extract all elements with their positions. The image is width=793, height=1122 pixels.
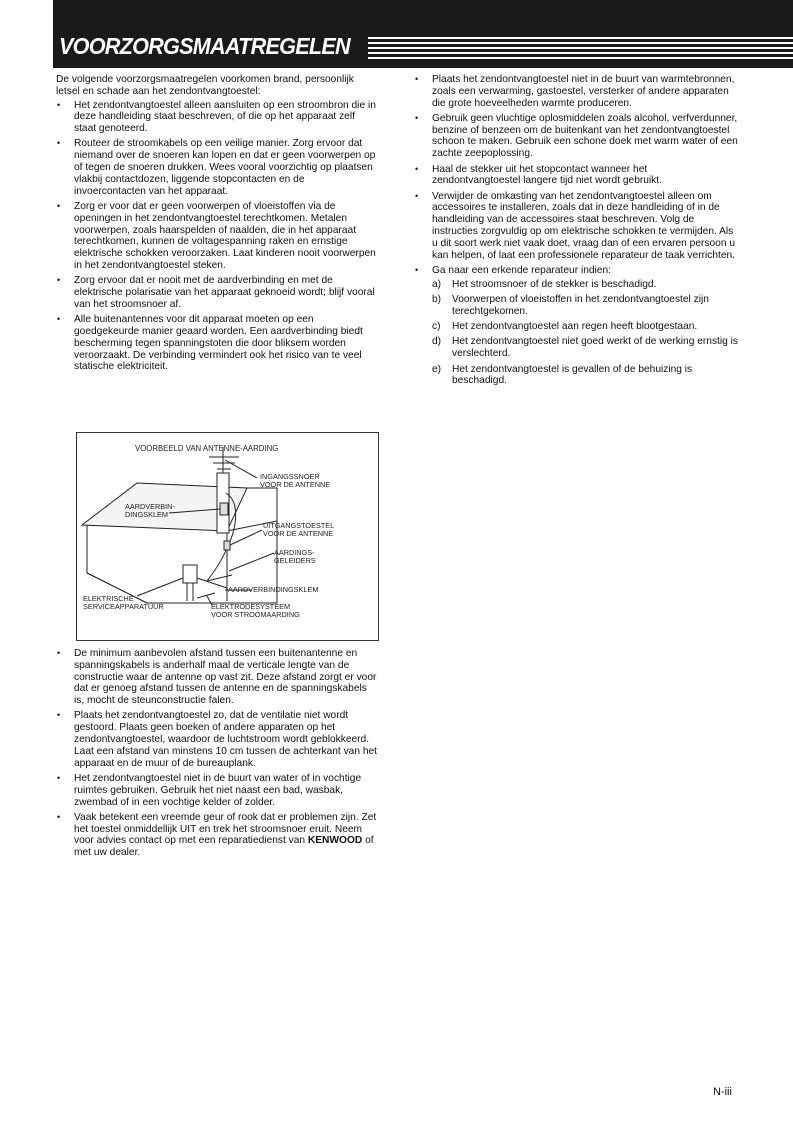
bullet-icon: • <box>57 314 61 325</box>
bullet-icon: • <box>57 138 61 149</box>
label-electric-service: ELEKTRISCHE SERVICEAPPARATUUR <box>83 594 164 612</box>
bullet-icon: • <box>415 74 419 84</box>
label-electrode-system: ELEKTRODESYSTEEM VOOR STROOMAARDING <box>211 602 300 620</box>
left-column-top <box>56 74 378 377</box>
antenna-grounding-diagram <box>76 432 379 641</box>
sub-list-item: d) Het zendontvangtoestel niet goed werkt of de werking ernstig is verslechterd. <box>432 336 738 360</box>
list-item: • Het zendontvangtoestel alleen aansluiten op een stroombron die in deze handleiding staat beschreven, of die op het apparaat zelf staat genoteerd. <box>57 99 376 135</box>
bullet-icon: • <box>57 710 61 721</box>
bullet-icon: • <box>57 772 61 783</box>
list-item: • Gebruik geen vluchtige oplosmiddelen zoals alcohol, verfverdunner, benzine of benzeen om de buitenkant van het zendontvangtoestel schoon te maken. Gebruik een schone doek met warm water of een zachte zeepoplossing. <box>415 112 738 160</box>
list-item: • Zorg ervoor dat er nooit met de aardverbinding en met de elektrische polarisatie van het apparaat geknoeid wordt; blijf vooral van het stroomsnoer af. <box>57 275 375 310</box>
label-antenna-discharge-unit: UITGANGSTOESTEL VOOR DE ANTENNE <box>263 521 335 539</box>
page-title: VOORZORGSMAATREGELEN <box>59 33 350 59</box>
list-item: • Vaak betekent een vreemde geur of rook dat er problemen zijn. Zet het toestel onmiddellijk UIT en trek het stroomsnoer eruit. Neem voor advies contact op met een reparatiedienst van KENWOOD of met uw dealer. <box>57 811 377 859</box>
bullet-icon: • <box>415 264 419 275</box>
sub-list-item: c) Het zendontvangtoestel aan regen heeft blootgestaan. <box>432 321 698 333</box>
label-grounding-conductors: AARDINGS- GELEIDERS <box>274 548 316 566</box>
bullet-icon: • <box>415 190 419 201</box>
left-column-bottom <box>56 648 378 863</box>
list-item: • Het zendontvangtoestel niet in de buurt van water of in vochtige ruimtes gebruiken. Gebruik het niet naast een bad, wasbak, zwembad of in een vochtige kelder of zolder. <box>57 772 362 808</box>
bullet-icon: • <box>57 275 61 286</box>
bullet-icon: • <box>57 648 61 658</box>
bullet-icon: • <box>57 811 61 822</box>
sub-list-item: a) Het stroomsnoer of de stekker is beschadigd. <box>432 278 657 290</box>
list-item: • De minimum aanbevolen afstand tussen een buitenantenne en spanningskabels is anderhalf maal de verticale lengte van de constructie waar de antenne op vast zit. Deze afstand zorgt er voor dat er genoeg afstand tussen de antenne en de spanningskabels is, mocht de steunconstructie falen. <box>57 648 377 707</box>
diagram-title: VOORBEELD VAN ANTENNE-AARDING <box>135 444 279 453</box>
list-item: • Haal de stekker uit het stopcontact wanneer het zendontvangtoestel langere tijd niet wordt gebruikt. <box>415 163 662 187</box>
list-item: • Routeer de stroomkabels op een veilige manier. Zorg ervoor dat niemand over de snoeren kan lopen en dat er geen voorwerpen op of tegen de snoeren drukken. Wees vooral voorzichtig op plaatsen vlakbij contactdozen, liggende stopcontacten en de invoercontacten van het apparaat. <box>57 138 376 197</box>
bullet-icon: • <box>57 99 61 110</box>
header-bar <box>53 0 793 68</box>
bullet-icon: • <box>415 163 419 174</box>
page-number: N-iii <box>713 1086 732 1098</box>
label-ground-clamp: AARDVERBIN- DINGSKLEM <box>125 502 175 520</box>
repair-conditions-list <box>432 279 738 387</box>
intro-text: De volgende voorzorgsmaatregelen voorkomen brand, persoonlijk letsel en schade aan het zendontvangtoestel: <box>56 74 354 97</box>
bullet-icon: • <box>415 112 419 123</box>
right-column <box>414 74 738 391</box>
list-item: • Alle buitenantennes voor dit apparaat moeten op een goedgekeurde manier geaard worden. Een aardverbinding biedt bescherming tegen spanningstoten die door bliksem worden veroorzaakt. De verbinding vermindert ook het risico van te veel statische elektriciteit. <box>57 314 363 373</box>
sub-list-item: e) Het zendontvangtoestel is gevallen of de behuizing is beschadigd. <box>432 363 693 387</box>
list-item: • Verwijder de omkasting van het zendontvangtoestel alleen om accessoires te installeren, zoals dat in deze handleiding of in de handleiding van de accessoires staat beschreven. Volg de instructies zorgvuldig op om elektrische schokken te vermijden. Als u dit soort werk niet vaak doet, vraag dan of een ervaren persoon u kan helpen, of laat een professionele reparateur de taak verrichten. <box>415 190 735 261</box>
header-stripes <box>368 37 793 59</box>
list-item: • Plaats het zendontvangtoestel niet in de buurt van warmtebronnen, zoals een verwarming, gastoestel, versterker of andere apparaten die grote hoeveelheden warmte produceren. <box>415 74 735 109</box>
label-ground-clamps: AARDVERBINDINGSKLEM <box>228 585 319 594</box>
sub-list-item: b) Voorwerpen of vloeistoffen in het zendontvangtoestel zijn terechtgekomen. <box>432 294 709 317</box>
brand-name: KENWOOD <box>307 835 363 847</box>
list-item: • Plaats het zendontvangtoestel zo, dat de ventilatie niet wordt gestoord. Plaats geen boeken of andere apparaten op het zendontvangtoestel, waardoor de luchtstroom wordt geblokkeerd. Laat een afstand van minstens 10 cm tussen de achterkant van het apparaat en de muur of de bureauplank. <box>57 710 377 769</box>
list-item: • Zorg er voor dat er geen voorwerpen of vloeistoffen via de openingen in het zendontvangtoestel terechtkomen. Metalen voorwerpen, zoals haarspelden of naalden, die in het apparaat terechtkomen, kunnen de voltagespanning raken en ernstige elektrische schokken veroorzaken. Laat kinderen nooit voorwerpen in het zendontvangtoestel steken. <box>57 200 376 271</box>
bullet-icon: • <box>57 200 61 211</box>
list-item: • Ga naar een erkende reparateur indien: a) Het stroomsnoer of de stekker is beschadigd. b) Voorwerpen of vloeistoffen in het zendontvangtoestel zijn terechtgekomen. c) Het zendontvangtoestel aan regen heeft blootgestaan. d) Het zendontvangtoestel niet goed werkt of de werking ernstig is verslechterd. e) Het zendontvangtoestel is gevallen of de behuizing is beschadigd. <box>415 264 738 387</box>
label-lead-in-wire: INGANGSSNOER VOOR DE ANTENNE <box>260 472 331 490</box>
